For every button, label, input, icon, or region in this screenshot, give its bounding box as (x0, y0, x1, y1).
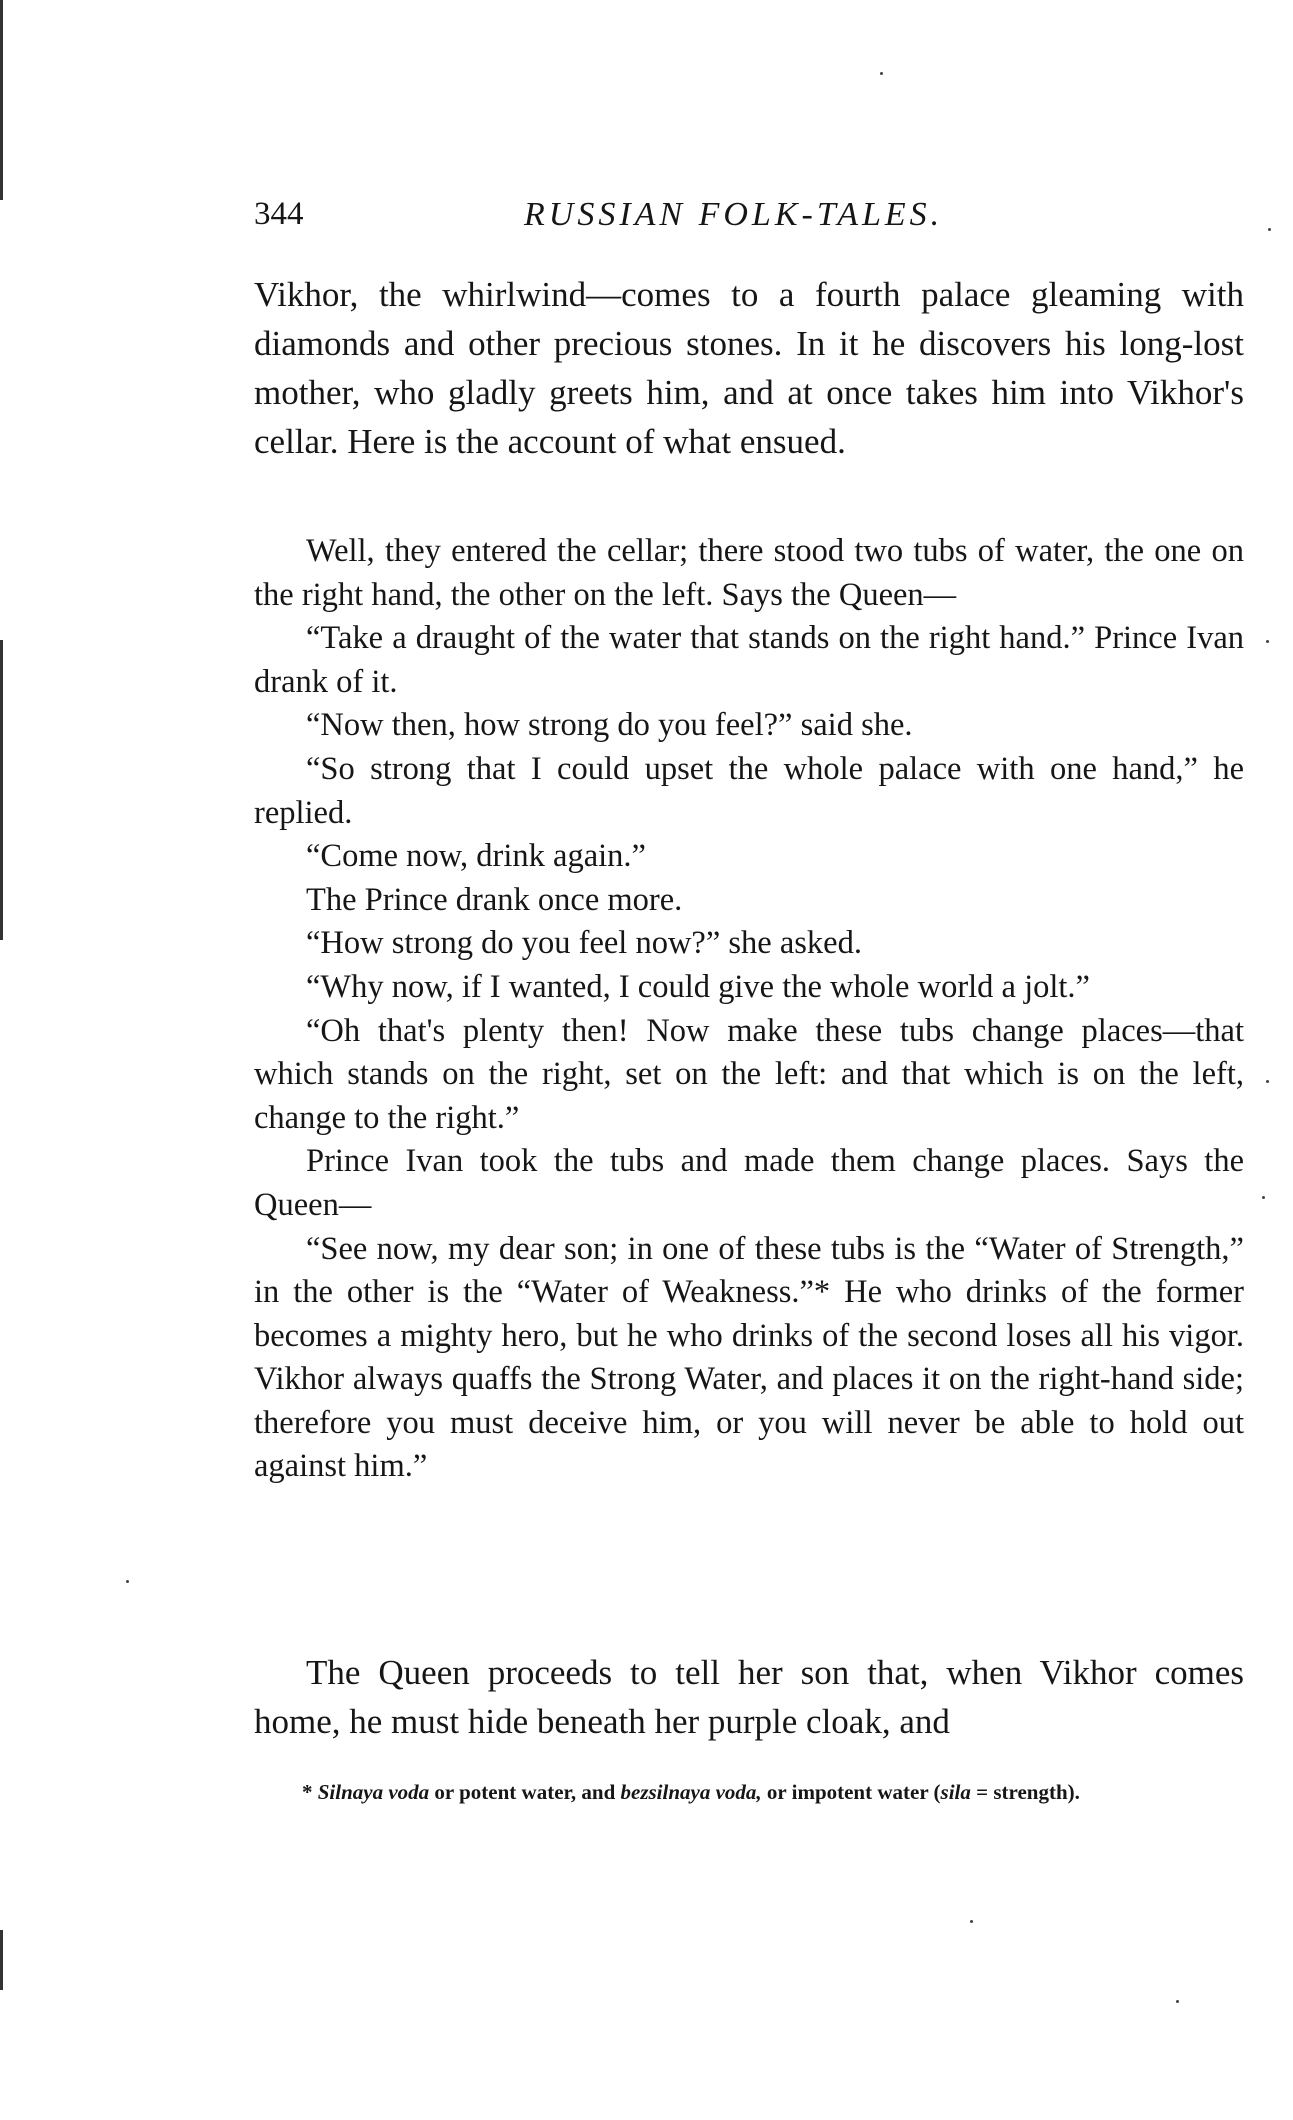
page-number: 344 (254, 196, 304, 232)
dialogue-paragraph: “How strong do you feel now?” she asked. (306, 925, 862, 962)
scan-speck (1266, 640, 1269, 643)
dialogue-paragraph: Prince Ivan took the tubs and made them change places. Says the Queen— (254, 1143, 1244, 1223)
scan-edge-mark (0, 0, 3, 200)
footnote-term: Silnaya voda (317, 1780, 430, 1804)
footnote-marker: * (302, 1780, 313, 1804)
dialogue-paragraph: “See now, my dear son; in one of these tubs is the “Water of Strength,” in the other is the “Water of Weakness.”* He who drinks of the former becomes a mighty hero, but he who drinks of the second loses all his vigor. Vikhor always quaffs the Strong Water, and places it on the right-hand side; therefore you must deceive him, or you will never be able to hold out against him.” (254, 1230, 1244, 1485)
scan-edge-mark (0, 1930, 3, 1990)
scan-speck (1176, 2000, 1179, 2003)
dialogue-paragraph: Well, they entered the cellar; there stood two tubs of water, the one on the right hand, the other on the left. Says the Queen— (254, 533, 1244, 613)
scan-edge-mark (0, 640, 3, 940)
running-title: RUSSIAN FOLK-TALES. (524, 196, 944, 233)
footnote-text: or impotent water ( (761, 1780, 941, 1804)
dialogue-paragraph: The Prince drank once more. (306, 881, 683, 918)
scan-speck (970, 1920, 973, 1923)
scan-speck (126, 1580, 129, 1583)
intro-paragraph: Vikhor, the whirlwind—comes to a fourth palace gleaming with diamonds and other precious stones. In it he discovers his long-lost mother, who gladly greets him, and at once takes him into Vikhor's cellar. Here is the account of what ensued. (254, 275, 1244, 461)
scan-speck (1266, 1080, 1269, 1083)
scan-speck (1268, 228, 1271, 231)
footnote-text: = strength). (970, 1780, 1080, 1804)
closing-paragraph: The Queen proceeds to tell her son that, when Vikhor comes home, he must hide beneath her purple cloak, and (254, 1653, 1244, 1741)
dialogue-paragraph: “Come now, drink again.” (306, 838, 646, 875)
footnote-term: sila (940, 1780, 971, 1804)
dialogue-paragraph: “Why now, if I wanted, I could give the whole world a jolt.” (306, 968, 1090, 1005)
dialogue-paragraph: “So strong that I could upset the whole palace with one hand,” he replied. (254, 750, 1244, 831)
scan-speck (1262, 1196, 1265, 1199)
footnote-term: bezsilnaya voda, (620, 1780, 762, 1804)
dialogue-section (254, 530, 1244, 1489)
dialogue-paragraph: “Take a draught of the water that stands on the right hand.” Prince Ivan drank of it. (254, 620, 1244, 700)
footnote (254, 1776, 1244, 1809)
page-header (254, 196, 1274, 246)
dialogue-paragraph: “Oh that's plenty then! Now make these tubs change places—that which stands on the right, set on the left: and that which is on the left, change to the right.” (254, 1012, 1244, 1136)
footnote-text: or potent water, and (429, 1780, 621, 1804)
scan-speck (880, 72, 883, 75)
dialogue-paragraph: “Now then, how strong do you feel?” said she. (306, 707, 913, 744)
